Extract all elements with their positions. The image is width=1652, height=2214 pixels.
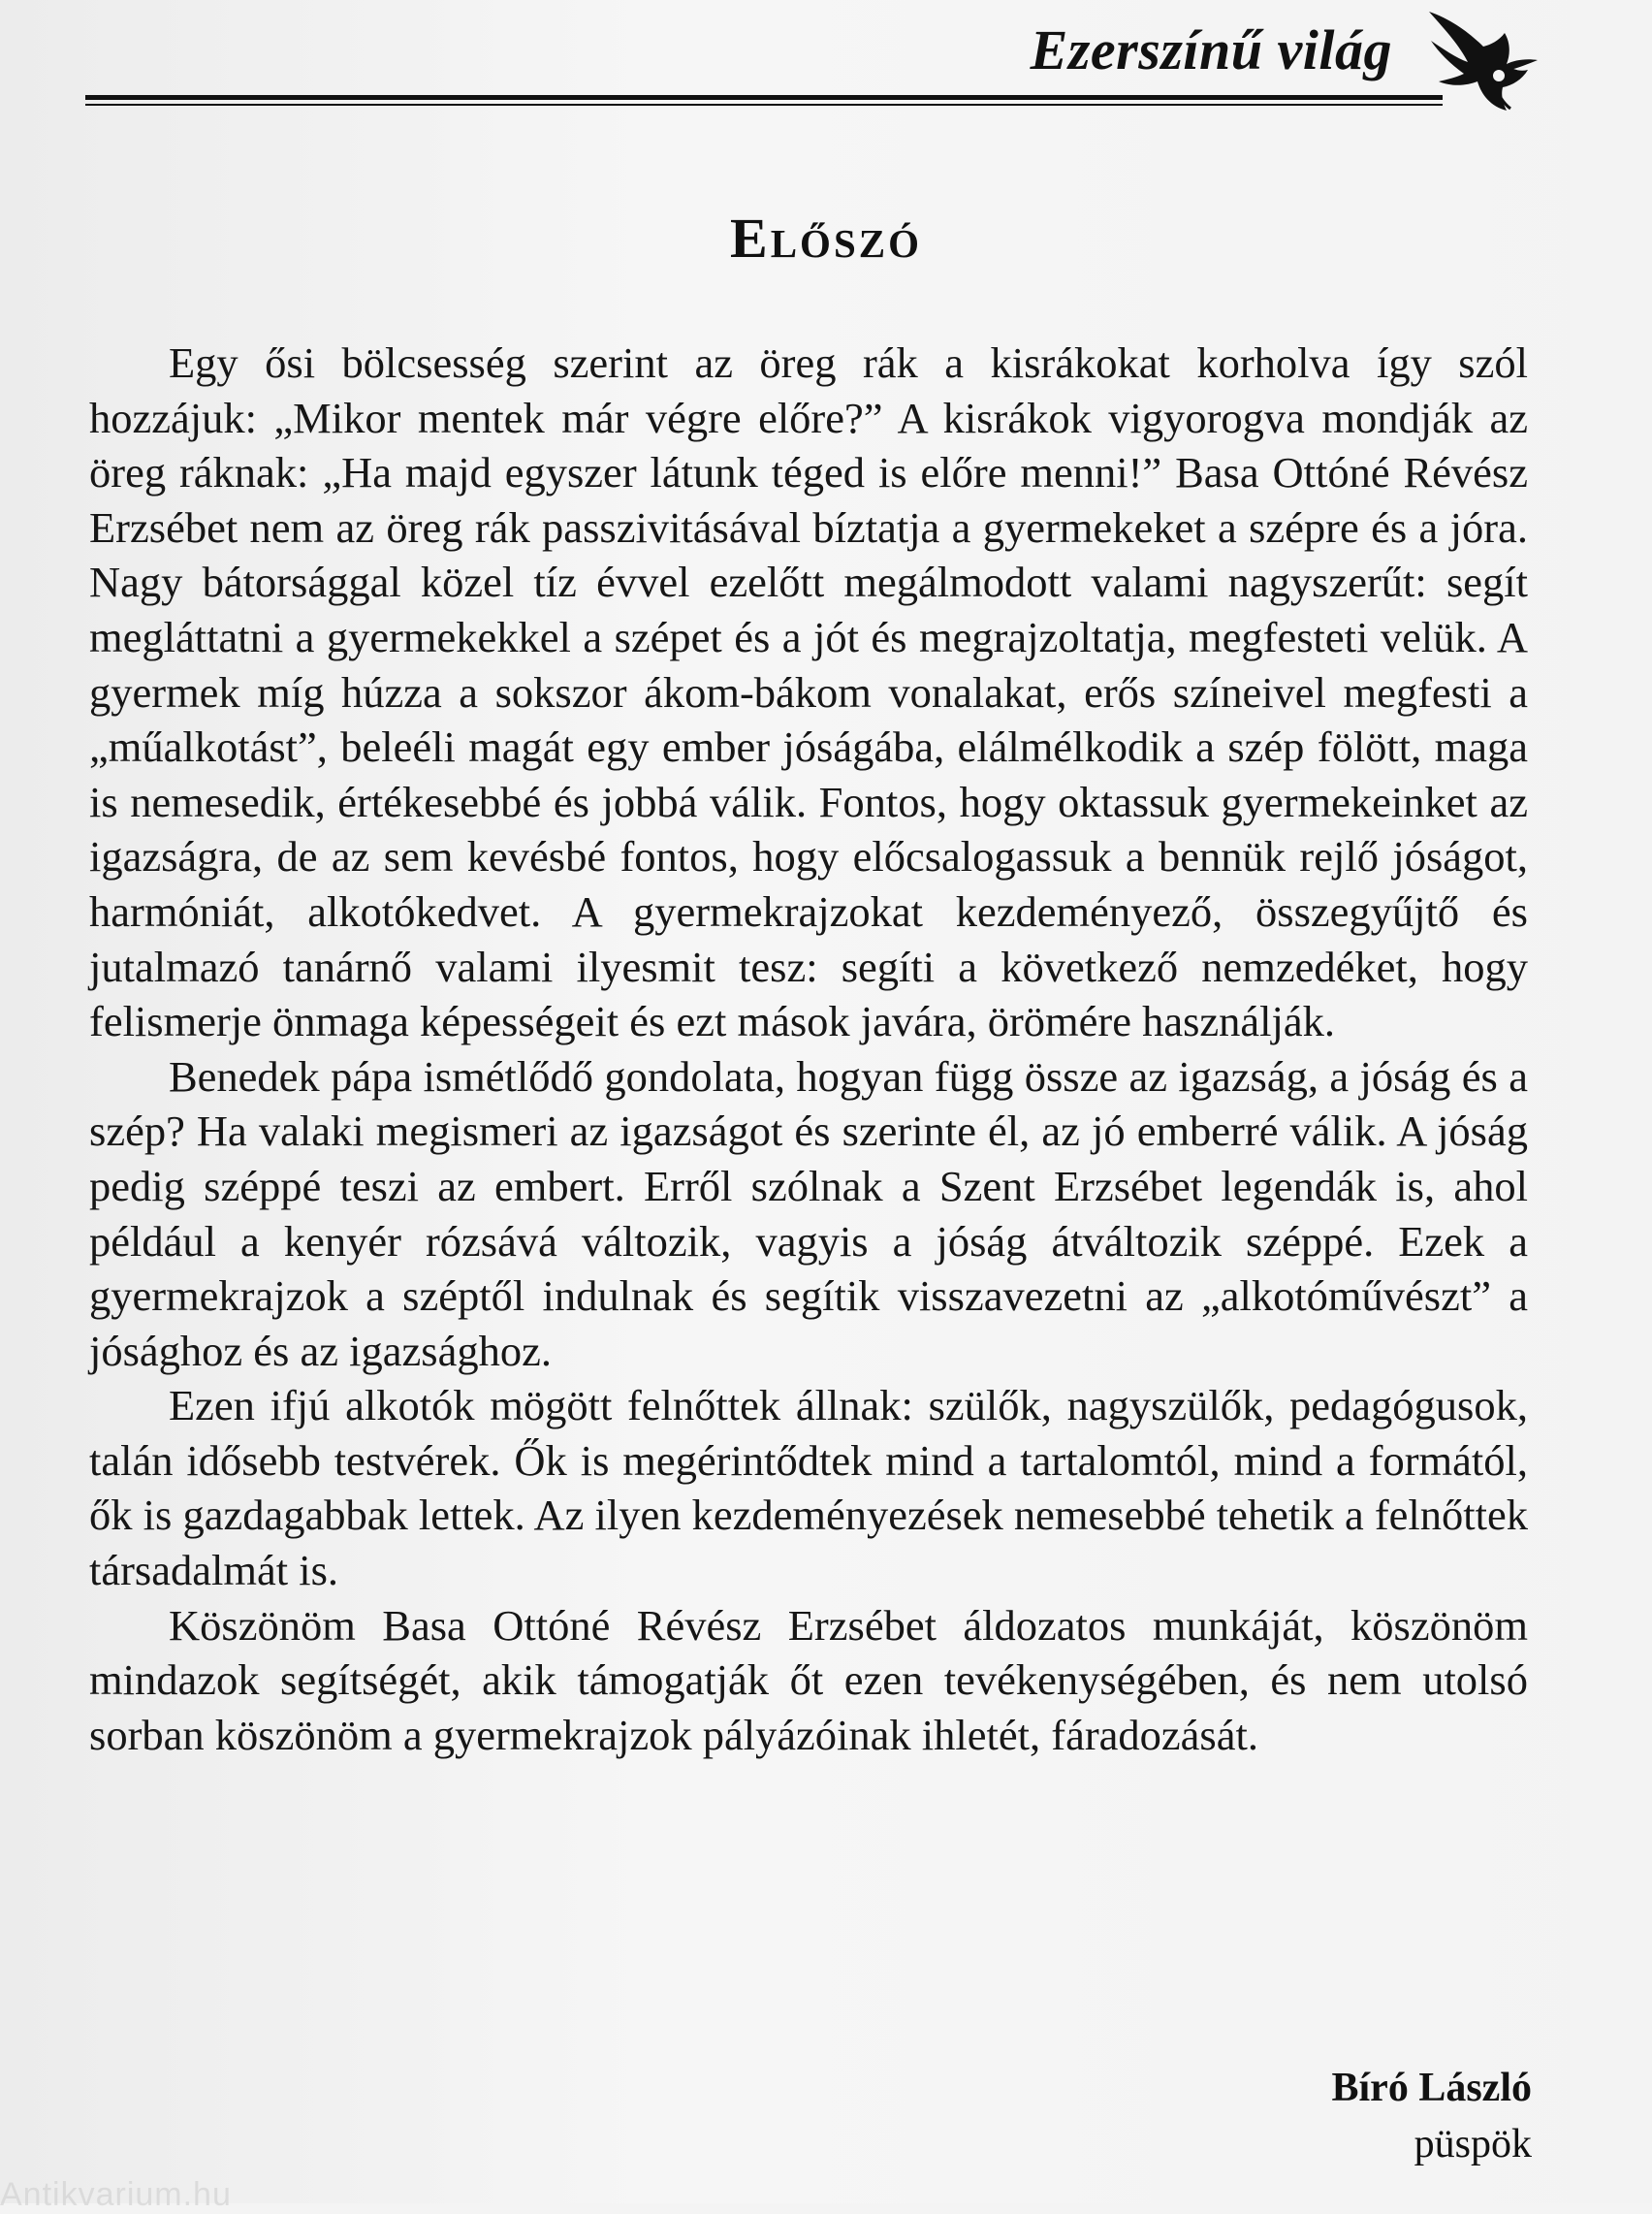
page-title: Előszó <box>730 207 922 270</box>
paragraph-1: Egy ősi bölcsesség szerint az öreg rák a kisrákokat korholva így szól hozzájuk: „Mikor mentek már végre előre?” A kisrákok vigyorogva mondják az öreg ráknak: „Ha majd egyszer látunk téged is előre menni!” Basa Ottóné Révész Erzsébet nem az öreg rák passzivitásával bíztatja a gyermekeket a szépre és a jóra. Nagy bátorsággal közel tíz évvel ezelőtt megálmodott valami nagyszerűt: segít megláttatni a gyermekekkel a szépet és a jót és megrajzoltatja, megfesteti velük. A gyermek míg húzza a sokszor ákom-bákom vonalakat, erős színeivel megfesti a „műalkotást”, beleéli magát egy ember jóságába, elálmélkodik a szép fölött, maga is nemesedik, értékesebbé és jobbá válik. Fontos, hogy oktassuk gyermekeinket az igazságra, de az sem kevésbé fontos, hogy előcsalogassuk a bennük rejlő jóságot, harmóniát, alkotókedvet. A gyermekrajzokat kezdeményező, összegyűjtő és jutalmazó tanárnő valami ilyesmit tesz: segíti a következő nemzedéket, hogy felismerje önmaga képességeit és ezt mások javára, örömére használják. <box>89 338 1528 1046</box>
header-rule-thick <box>85 95 1443 100</box>
paragraph-2: Benedek pápa ismétlődő gondolata, hogyan függ össze az igazság, a jóság és a szép? Ha valaki megismeri az igazságot és szerinte él, az jó emberré válik. A jóság pedig széppé teszi az embert. Erről szólnak a Szent Erzsébet legendák is, ahol például a kenyér rózsává változik, vagyis a jóság átváltozik széppé. Ezek a gyermekrajzok a széptől indulnak és segítik visszavezetni az „alkotóművészt” a jósághoz és az igazsághoz. <box>89 1051 1528 1375</box>
paragraph-3: Ezen ifjú alkotók mögött felnőttek állnak: szülők, nagyszülők, pedagógusok, talán idősebb testvérek. Ők is megérintődtek mind a tartalomtól, mind a formától, ők is gazdagabbak lettek. Az ilyen kezdeményezések nemesebbé tehetik a felnőttek társadalmát is. <box>89 1381 1528 1595</box>
signature-role: püspök <box>1414 2122 1532 2166</box>
watermark: Antikvarium.hu <box>0 2176 232 2213</box>
signature-name: Bíró László <box>1331 2066 1532 2110</box>
header-rule <box>85 95 1443 105</box>
header-rule-thin <box>85 104 1443 106</box>
dove-icon <box>1417 2 1541 128</box>
body-text <box>89 336 1528 1762</box>
signature <box>1332 2060 1533 2172</box>
paragraph-4: Köszönöm Basa Ottóné Révész Erzsébet áldozatos munkáját, köszönöm mindazok segítségét, akik támogatják őt ezen tevékenységében, és nem utolsó sorban köszönöm a gyermekrajzok pályázóinak ihletét, fáradozását. <box>89 1600 1528 1759</box>
running-header-title: Ezerszínű világ <box>1030 18 1392 81</box>
